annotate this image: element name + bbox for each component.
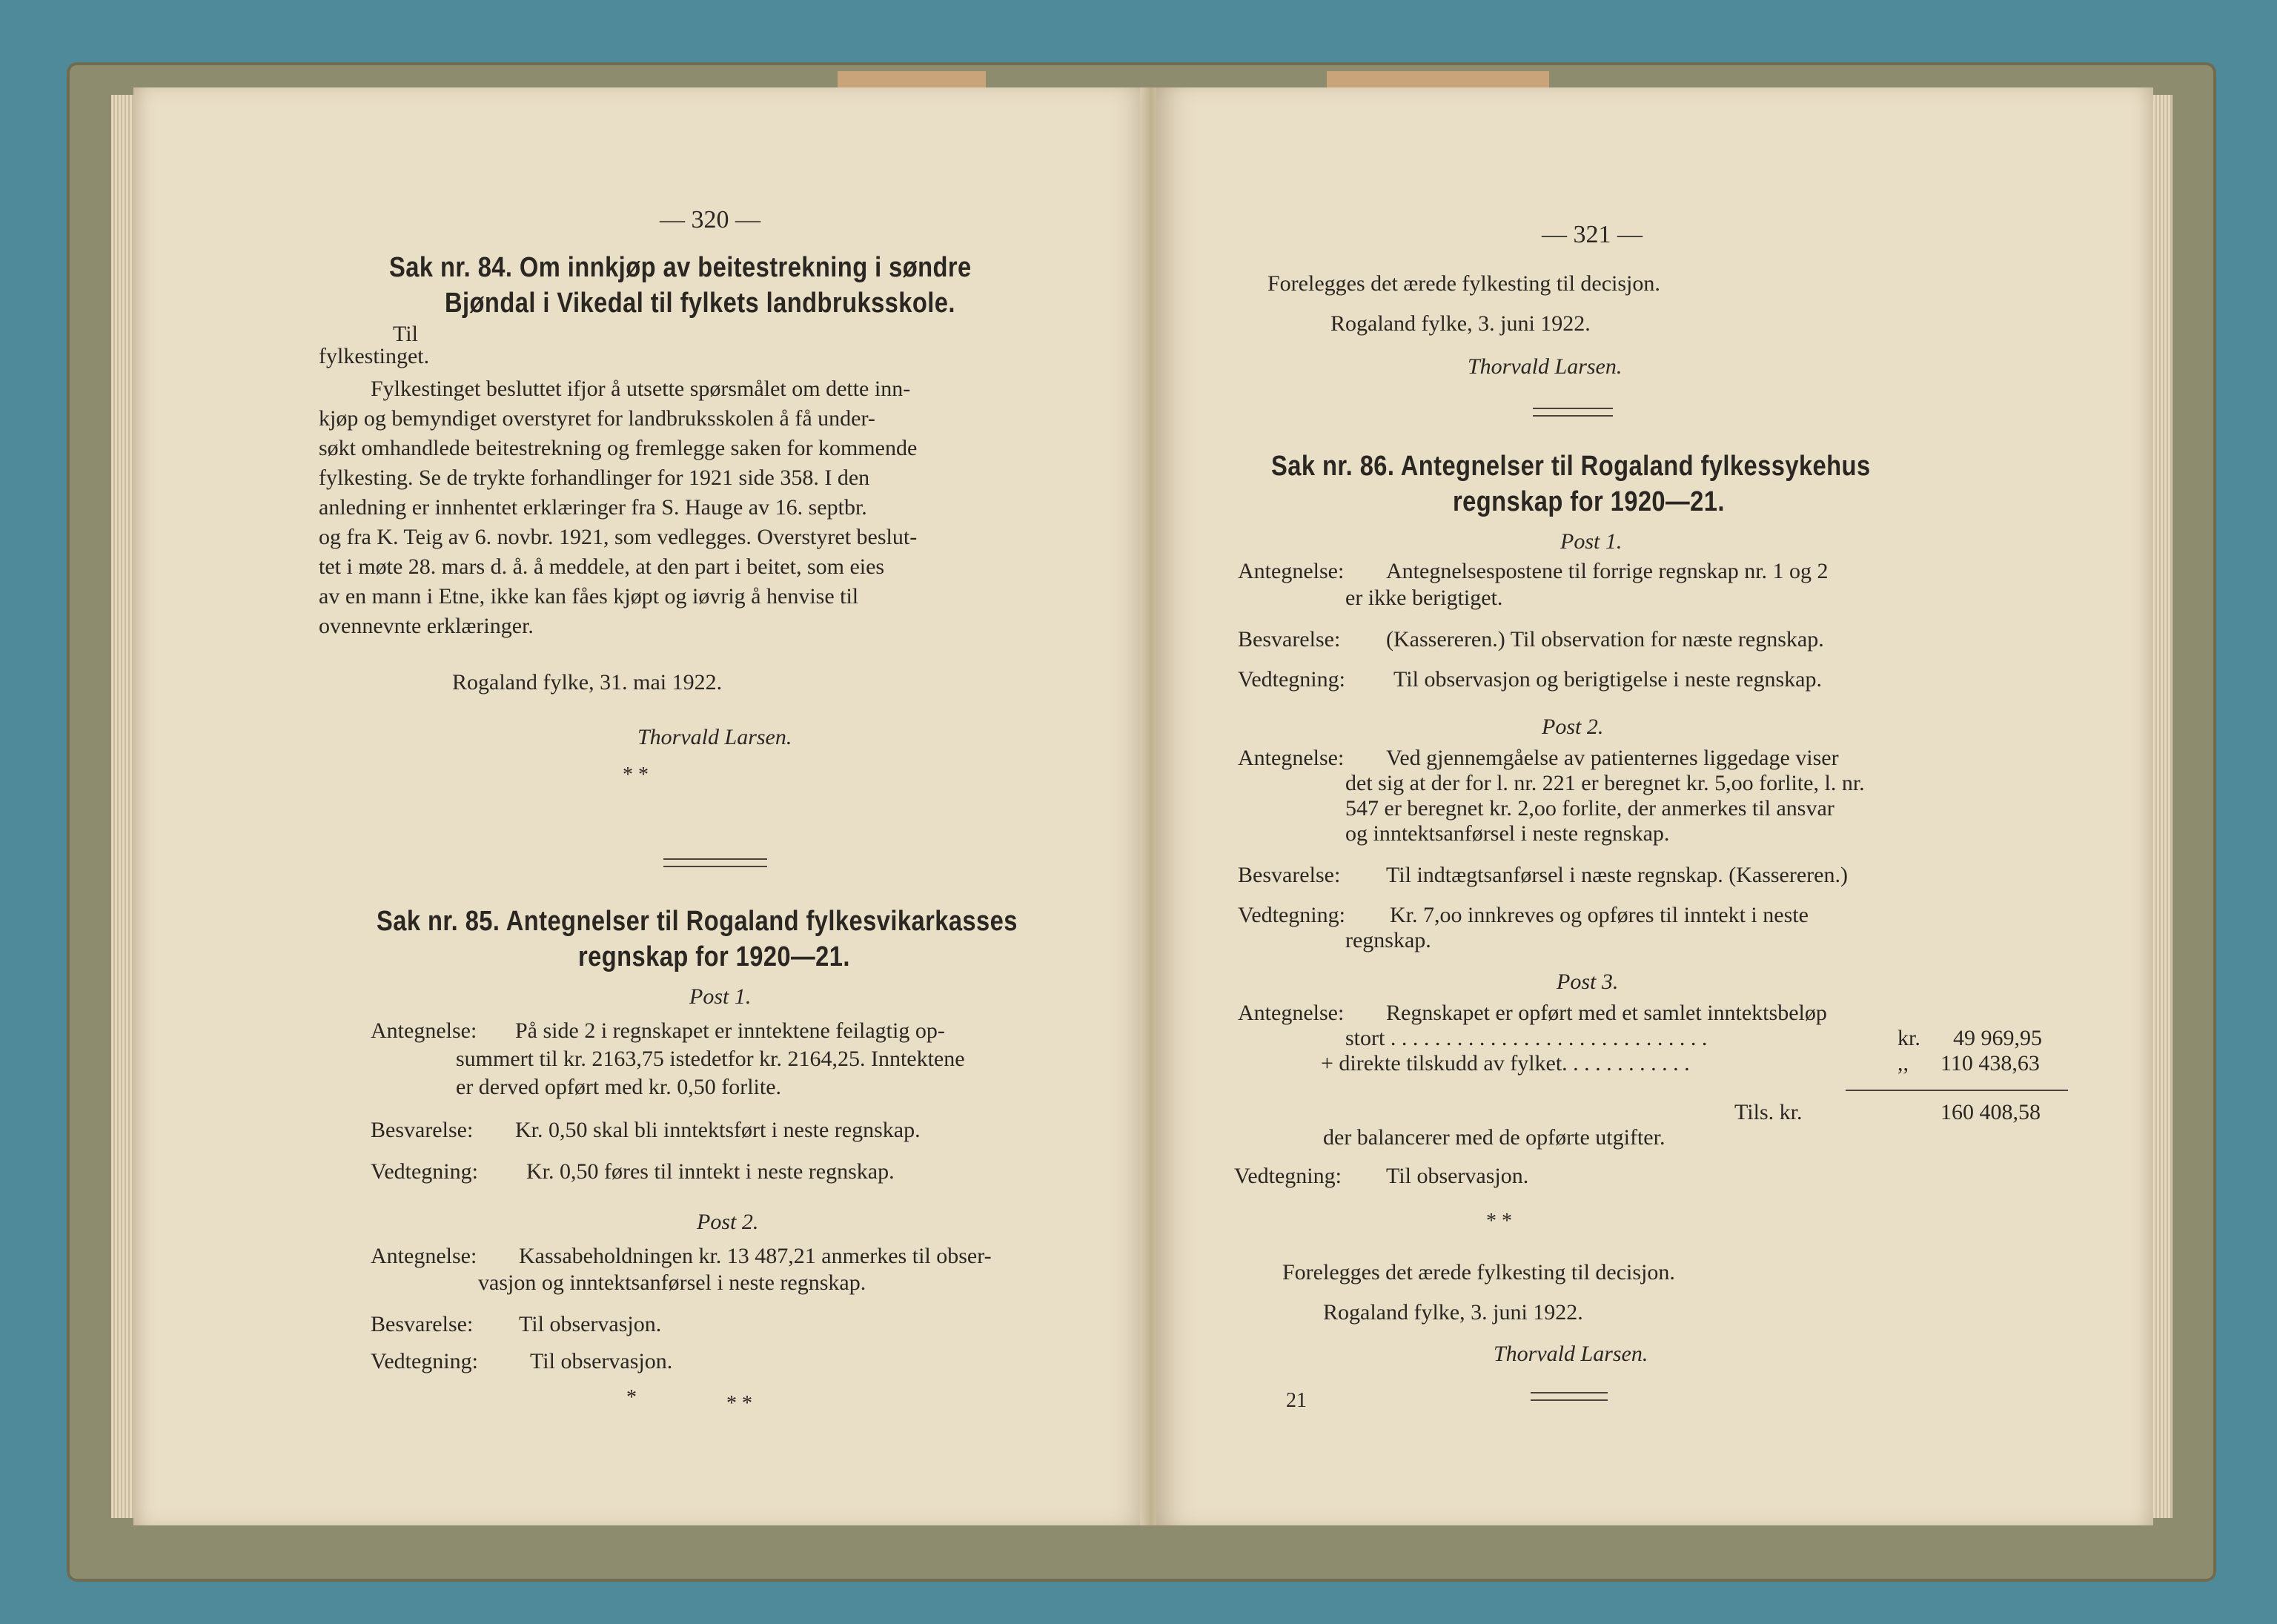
signature-mark: 21	[1286, 1389, 1307, 1412]
amount-value: 110 438,63	[1940, 1051, 2040, 1076]
sak85-heading-cont: regnskap for 1920—21.	[578, 941, 850, 972]
section-stars: * *	[623, 763, 649, 786]
section-stars: * *	[1486, 1210, 1512, 1233]
sak86-heading: Sak nr. 86. Antegnelser til Rogaland fylkessykehus	[1271, 451, 1871, 482]
decision-line: Forelegges det ærede fylkesting til decisjon.	[1267, 271, 1660, 296]
post-label: Post 1.	[689, 984, 752, 1009]
paragraph-line: kjøp og bemyndiget overstyret for landbruksskolen å få under-	[319, 406, 875, 431]
antegnelse-text: summert til kr. 2163,75 istedetfor kr. 2164,25. Inntektene	[456, 1047, 965, 1071]
right-page	[1156, 87, 2153, 1525]
antegnelse-text: der balancerer med de opførte utgifter.	[1323, 1125, 1666, 1150]
field-label: Antegnelse:	[1238, 1001, 1345, 1025]
signature: Thorvald Larsen.	[1494, 1342, 1648, 1366]
sum-rule	[1846, 1090, 2068, 1091]
field-label: Vedtegning:	[371, 1349, 478, 1373]
post-label: Post 3.	[1557, 970, 1619, 994]
antegnelse-text: Antegnelsespostene til forrige regnskap nr. 1 og 2	[1386, 559, 1829, 583]
amount-label: + direkte tilskudd av fylket. . . . . . . . . . . .	[1321, 1051, 1690, 1076]
place-date: Rogaland fylke, 31. mai 1922.	[452, 670, 723, 695]
besvarelse-text: (Kassereren.) Til observation for næste regnskap.	[1386, 627, 1824, 652]
total-label: Tils. kr.	[1734, 1100, 1803, 1124]
sak84-heading: Sak nr. 84. Om innkjøp av beitestrekning i søndre	[389, 252, 972, 283]
separator-rule	[1531, 1392, 1608, 1401]
separator-rule	[663, 866, 767, 867]
antegnelse-text: Ved gjennemgåelse av patienternes liggedage viser	[1386, 746, 1839, 770]
antegnelse-text: og inntektsanførsel i neste regnskap.	[1345, 821, 1670, 846]
decision-line: Forelegges det ærede fylkesting til decisjon.	[1282, 1260, 1675, 1285]
paragraph-line: fylkesting. Se de trykte forhandlinger for 1921 side 358. I den	[319, 465, 870, 490]
vedtegning-text: Kr. 0,50 føres til inntekt i neste regnskap.	[526, 1159, 895, 1184]
field-label: Besvarelse:	[371, 1118, 474, 1142]
paragraph-line: ovennevnte erklæringer.	[319, 614, 534, 638]
field-label: Besvarelse:	[1238, 863, 1341, 887]
field-label: Antegnelse:	[1238, 559, 1345, 583]
vedtegning-text: Til observasjon og berigtigelse i neste regnskap.	[1393, 667, 1822, 692]
post-label: Post 2.	[697, 1210, 759, 1234]
sak84-heading-cont: Bjøndal i Vikedal til fylkets landbruksskole.	[445, 288, 955, 319]
field-label: Vedtegning:	[1234, 1164, 1342, 1188]
besvarelse-text: Til observasjon.	[519, 1312, 662, 1336]
salutation: Til	[393, 322, 418, 346]
amount-value: 49 969,95	[1953, 1026, 2042, 1050]
field-label: Vedtegning:	[1238, 667, 1345, 692]
besvarelse-text: Til indtægtsanførsel i næste regnskap. (Kassereren.)	[1386, 863, 1848, 887]
antegnelse-text: er ikke berigtiget.	[1345, 586, 1503, 610]
paragraph-line: av en mann i Etne, ikke kan fåes kjøpt og iøvrig å henvise til	[319, 584, 859, 609]
antegnelse-text: det sig at der for l. nr. 221 er beregnet kr. 5,oo forlite, l. nr.	[1345, 771, 1865, 795]
total-value: 160 408,58	[1940, 1100, 2041, 1124]
antegnelse-text: Kassabeholdningen kr. 13 487,21 anmerkes til obser-	[519, 1244, 992, 1268]
antegnelse-text: Regnskapet er opført med et samlet inntektsbeløp	[1386, 1001, 1827, 1025]
vedtegning-text: regnskap.	[1345, 928, 1431, 952]
field-label: Besvarelse:	[1238, 627, 1341, 652]
vedtegning-text: Kr. 7,oo innkreves og opføres til inntekt i neste	[1390, 903, 1809, 927]
paragraph-line: søkt omhandlede beitestrekning og fremlegge saken for kommende	[319, 436, 918, 460]
page-number: — 320 —	[660, 206, 760, 233]
paragraph-line: og fra K. Teig av 6. novbr. 1921, som vedlegges. Overstyret beslut-	[319, 525, 918, 549]
place-date: Rogaland fylke, 3. juni 1922.	[1323, 1300, 1583, 1325]
signature: Thorvald Larsen.	[637, 725, 792, 749]
field-label: Vedtegning:	[371, 1159, 478, 1184]
amount-unit: kr.	[1898, 1026, 1920, 1050]
post-label: Post 1.	[1560, 529, 1623, 554]
separator-rule	[1533, 408, 1613, 417]
paragraph-line: Fylkestinget besluttet ifjor å utsette spørsmålet om dette inn-	[371, 377, 911, 401]
antegnelse-text: 547 er beregnet kr. 2,oo forlite, der anmerkes til ansvar	[1345, 796, 1834, 821]
page-number: — 321 —	[1542, 221, 1643, 248]
field-label: Antegnelse:	[1238, 746, 1345, 770]
field-label: Antegnelse:	[371, 1244, 477, 1268]
page-edges-left	[111, 95, 136, 1518]
section-stars: *	[626, 1386, 637, 1409]
vedtegning-text: Til observasjon.	[1386, 1164, 1529, 1188]
salutation: fylkestinget.	[319, 344, 430, 368]
field-label: Antegnelse:	[371, 1018, 477, 1043]
separator-rule	[663, 858, 767, 860]
antegnelse-text: vasjon og inntektsanførsel i neste regnskap.	[478, 1270, 866, 1295]
sak85-heading: Sak nr. 85. Antegnelser til Rogaland fylkesvikarkasses	[377, 906, 1018, 937]
amount-label: stort . . . . . . . . . . . . . . . . . . . . . . . . . . . . .	[1345, 1026, 1708, 1050]
antegnelse-text: er derved opført med kr. 0,50 forlite.	[456, 1075, 782, 1099]
signature: Thorvald Larsen.	[1468, 354, 1623, 379]
left-page	[133, 87, 1149, 1525]
field-label: Besvarelse:	[371, 1312, 474, 1336]
paragraph-line: tet i møte 28. mars d. å. å meddele, at den part i beitet, som eies	[319, 554, 885, 579]
vedtegning-text: Til observasjon.	[530, 1349, 673, 1373]
paragraph-line: anledning er innhentet erklæringer fra S. Hauge av 16. septbr.	[319, 495, 867, 520]
antegnelse-text: På side 2 i regnskapet er inntektene feilagtig op-	[515, 1018, 945, 1043]
place-date: Rogaland fylke, 3. juni 1922.	[1330, 311, 1591, 336]
section-stars: * *	[726, 1392, 752, 1415]
besvarelse-text: Kr. 0,50 skal bli inntektsført i neste regnskap.	[515, 1118, 921, 1142]
amount-unit: ,,	[1898, 1051, 1909, 1076]
post-label: Post 2.	[1542, 715, 1604, 739]
sak86-heading-cont: regnskap for 1920—21.	[1453, 486, 1725, 517]
field-label: Vedtegning:	[1238, 903, 1345, 927]
